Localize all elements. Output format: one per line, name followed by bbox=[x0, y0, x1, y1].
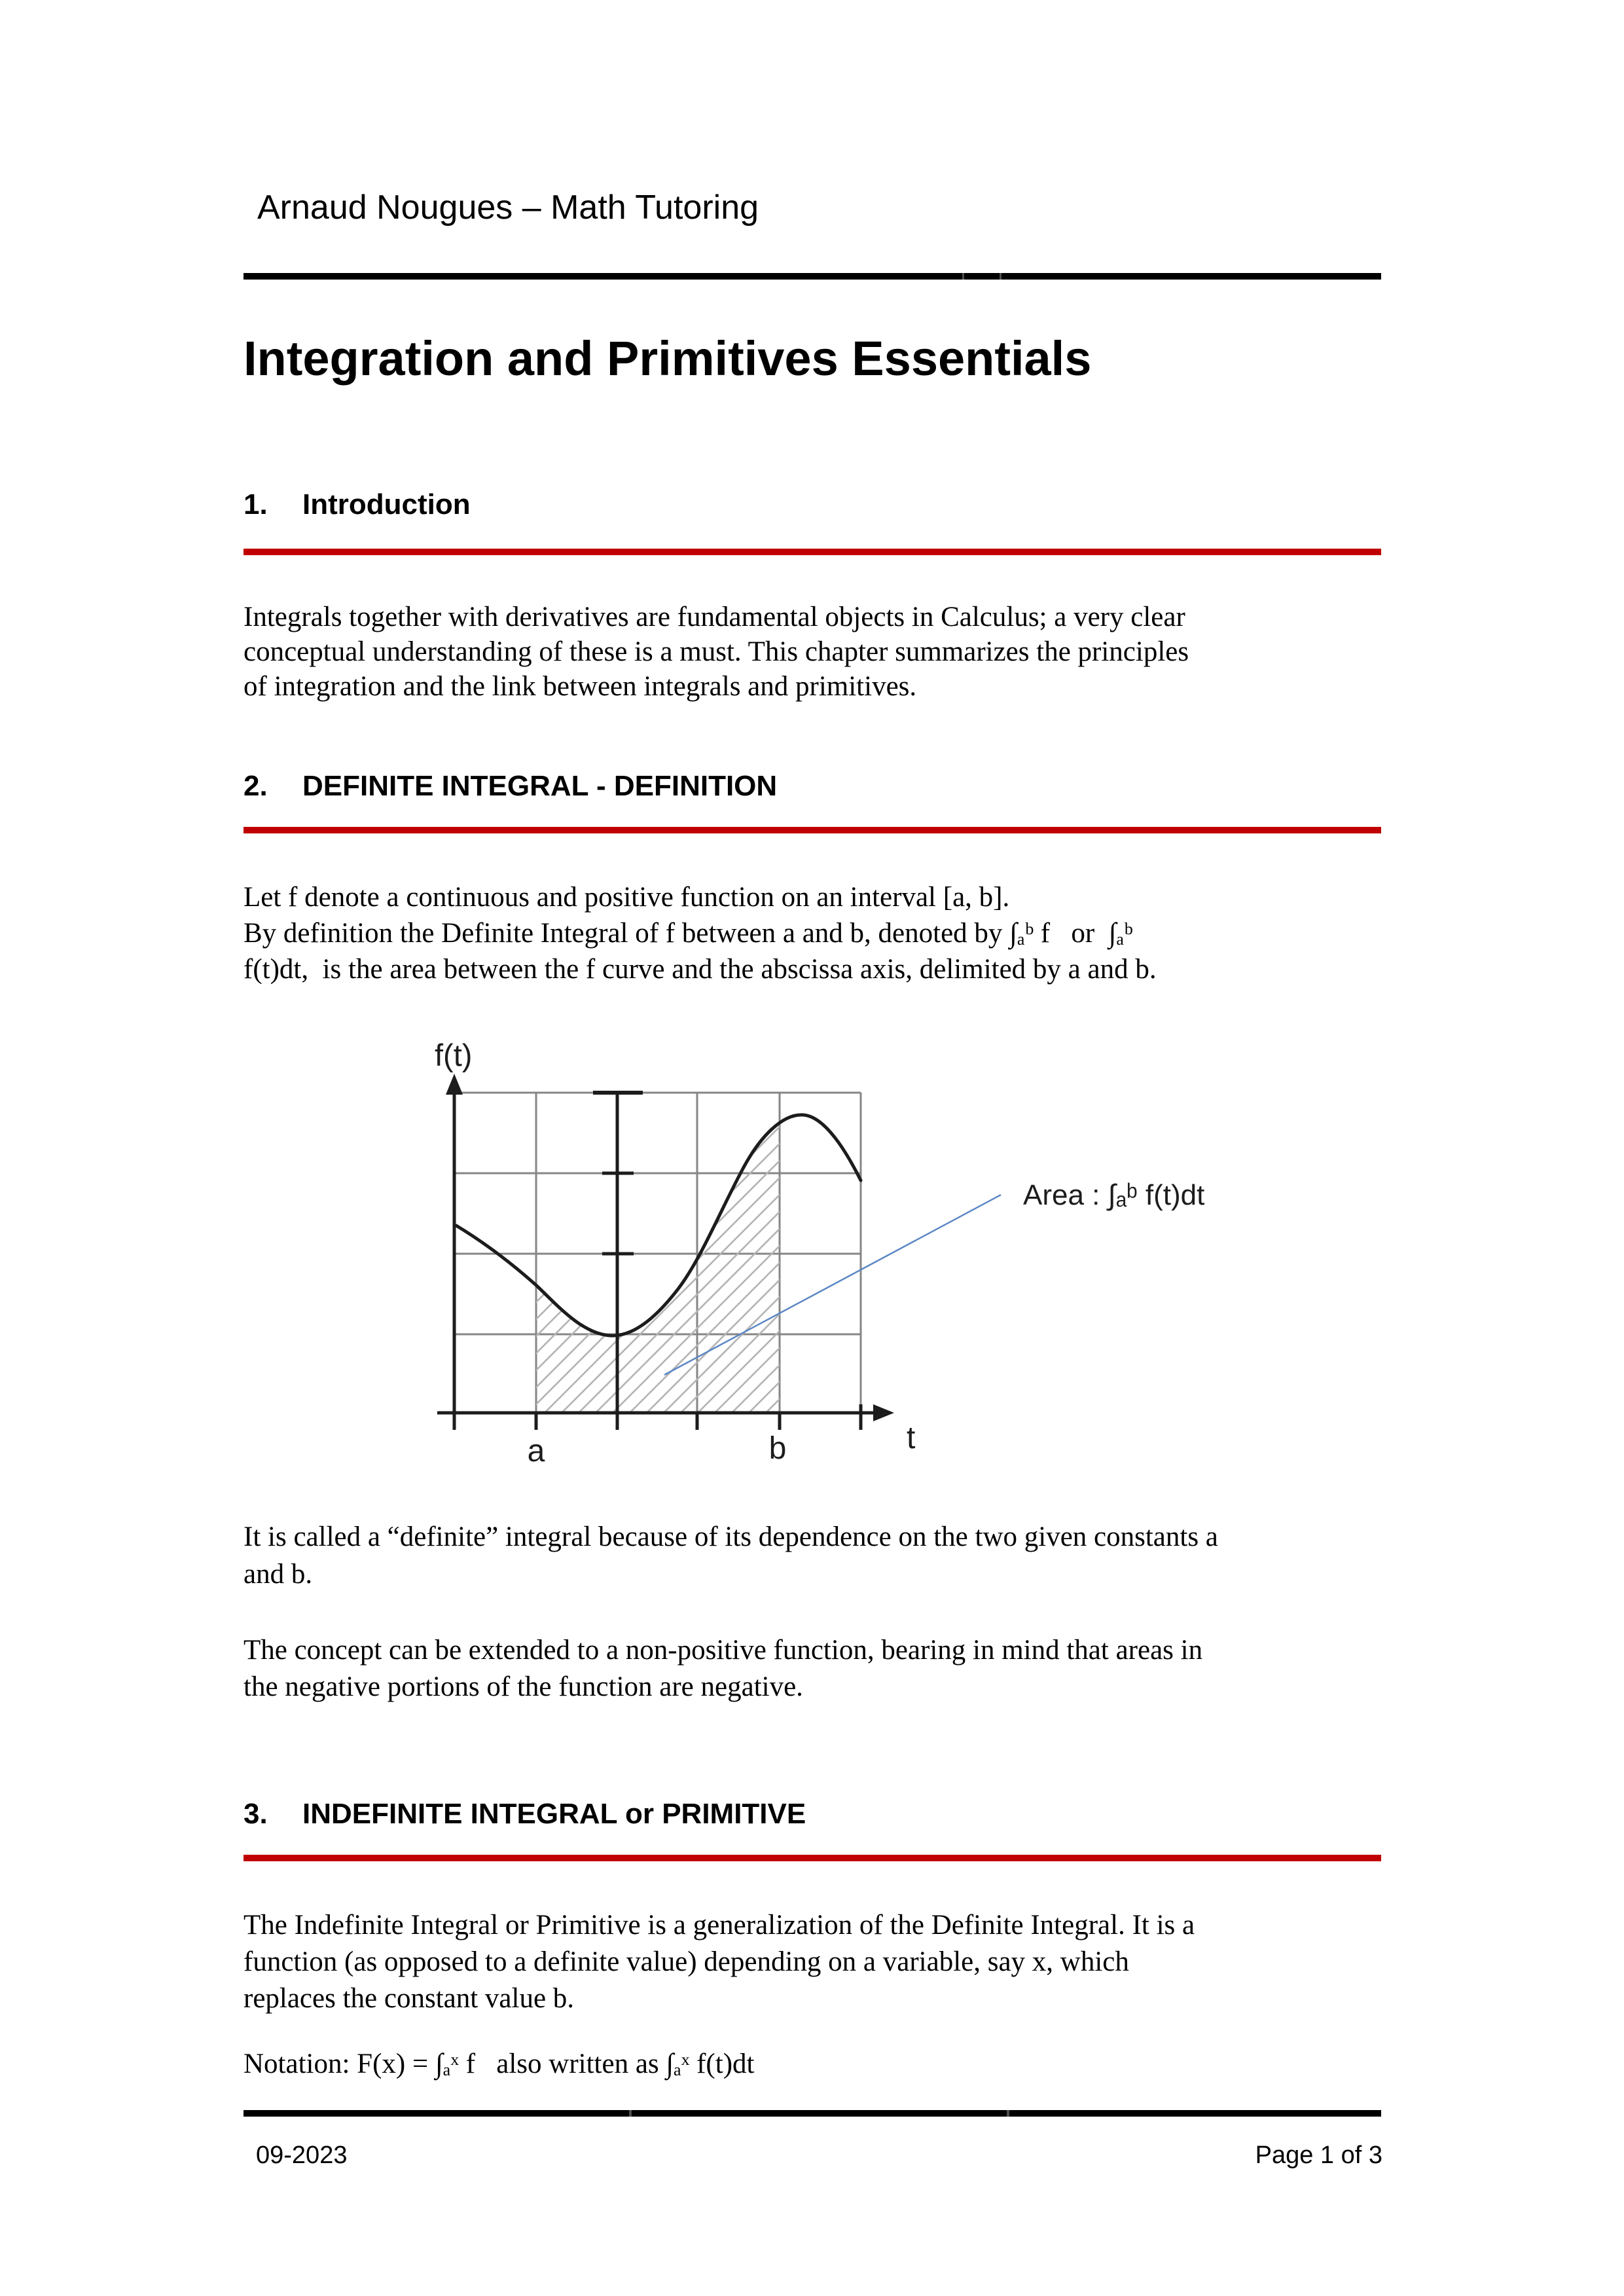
paragraph-line: conceptual understanding of these is a must. This chapter summarizes the principles bbox=[244, 636, 1189, 667]
paragraph-line: It is called a “definite” integral because of its dependence on the two given constants a bbox=[244, 1522, 1218, 1552]
paragraph-line: The concept can be extended to a non-positive function, bearing in mind that areas in bbox=[244, 1635, 1203, 1666]
x-axis-label: t bbox=[907, 1421, 916, 1455]
y-axis-arrowhead bbox=[446, 1074, 463, 1095]
footer-date: 09-2023 bbox=[256, 2141, 348, 2169]
definite-integral-note-paragraph bbox=[244, 1518, 1218, 1593]
x-axis-arrowhead bbox=[873, 1404, 894, 1421]
paragraph-line: f(t)dt, is the area between the f curve and the abscissa axis, delimited by a and b. bbox=[244, 954, 1157, 985]
section-1-heading-label: Introduction bbox=[302, 488, 471, 520]
paragraph-line: and b. bbox=[244, 1559, 313, 1590]
section-1-paragraph bbox=[244, 600, 1189, 704]
section-2-heading bbox=[244, 772, 777, 801]
section-3-rule bbox=[244, 1855, 1381, 1861]
header-rule bbox=[244, 273, 1381, 280]
paragraph-line: of integration and the link between integrals and primitives. bbox=[244, 671, 917, 702]
page-title: Integration and Primitives Essentials bbox=[244, 331, 1092, 386]
paragraph-line: The Indefinite Integral or Primitive is a generalization of the Definite Integral. It is a bbox=[244, 1910, 1195, 1941]
non-positive-function-paragraph bbox=[244, 1632, 1202, 1705]
paragraph-line: Integrals together with derivatives are fundamental objects in Calculus; a very clear bbox=[244, 602, 1185, 632]
hatched-area bbox=[456, 1115, 861, 1413]
b-tick-label: b bbox=[768, 1431, 787, 1466]
a-tick-label: a bbox=[527, 1434, 545, 1468]
footer-page-indicator: Page 1 of 3 bbox=[1255, 2141, 1382, 2169]
section-3-paragraph bbox=[244, 1907, 1195, 2017]
paragraph-line: Let f denote a continuous and positive function on an interval [a, b]. bbox=[244, 882, 1010, 913]
y-axis-label: f(t) bbox=[435, 1038, 473, 1072]
section-3-heading bbox=[244, 1800, 806, 1829]
section-2-rule bbox=[244, 827, 1381, 833]
section-3-heading-label: INDEFINITE INTEGRAL or PRIMITIVE bbox=[302, 1798, 806, 1830]
paragraph-line: function (as opposed to a definite value) depending on a variable, say x, which bbox=[244, 1946, 1129, 1977]
section-2-heading-label: DEFINITE INTEGRAL - DEFINITION bbox=[302, 770, 778, 802]
section-1-number: 1. bbox=[244, 488, 268, 520]
paragraph-line: By definition the Definite Integral of f between a and b, denoted by ∫ₐᵇ f or ∫ₐᵇ bbox=[244, 918, 1133, 949]
footer-rule bbox=[244, 2110, 1381, 2117]
paragraph-line: the negative portions of the function are negative. bbox=[244, 1671, 803, 1702]
section-2-number: 2. bbox=[244, 770, 268, 802]
section-2-paragraph bbox=[244, 879, 1157, 987]
paragraph-line: replaces the constant value b. bbox=[244, 1983, 575, 2014]
area-annotation: Area : ∫ₐᵇ f(t)dt bbox=[1023, 1179, 1205, 1211]
definite-integral-figure bbox=[412, 1028, 1231, 1480]
document-header: Arnaud Nougues – Math Tutoring bbox=[257, 189, 759, 227]
notation-line: Notation: F(x) = ∫ₐˣ f also written as ∫ₐˣ f(t)dt bbox=[244, 2049, 755, 2079]
section-1-heading bbox=[244, 490, 471, 519]
section-3-number: 3. bbox=[244, 1798, 268, 1830]
section-1-rule bbox=[244, 549, 1381, 555]
